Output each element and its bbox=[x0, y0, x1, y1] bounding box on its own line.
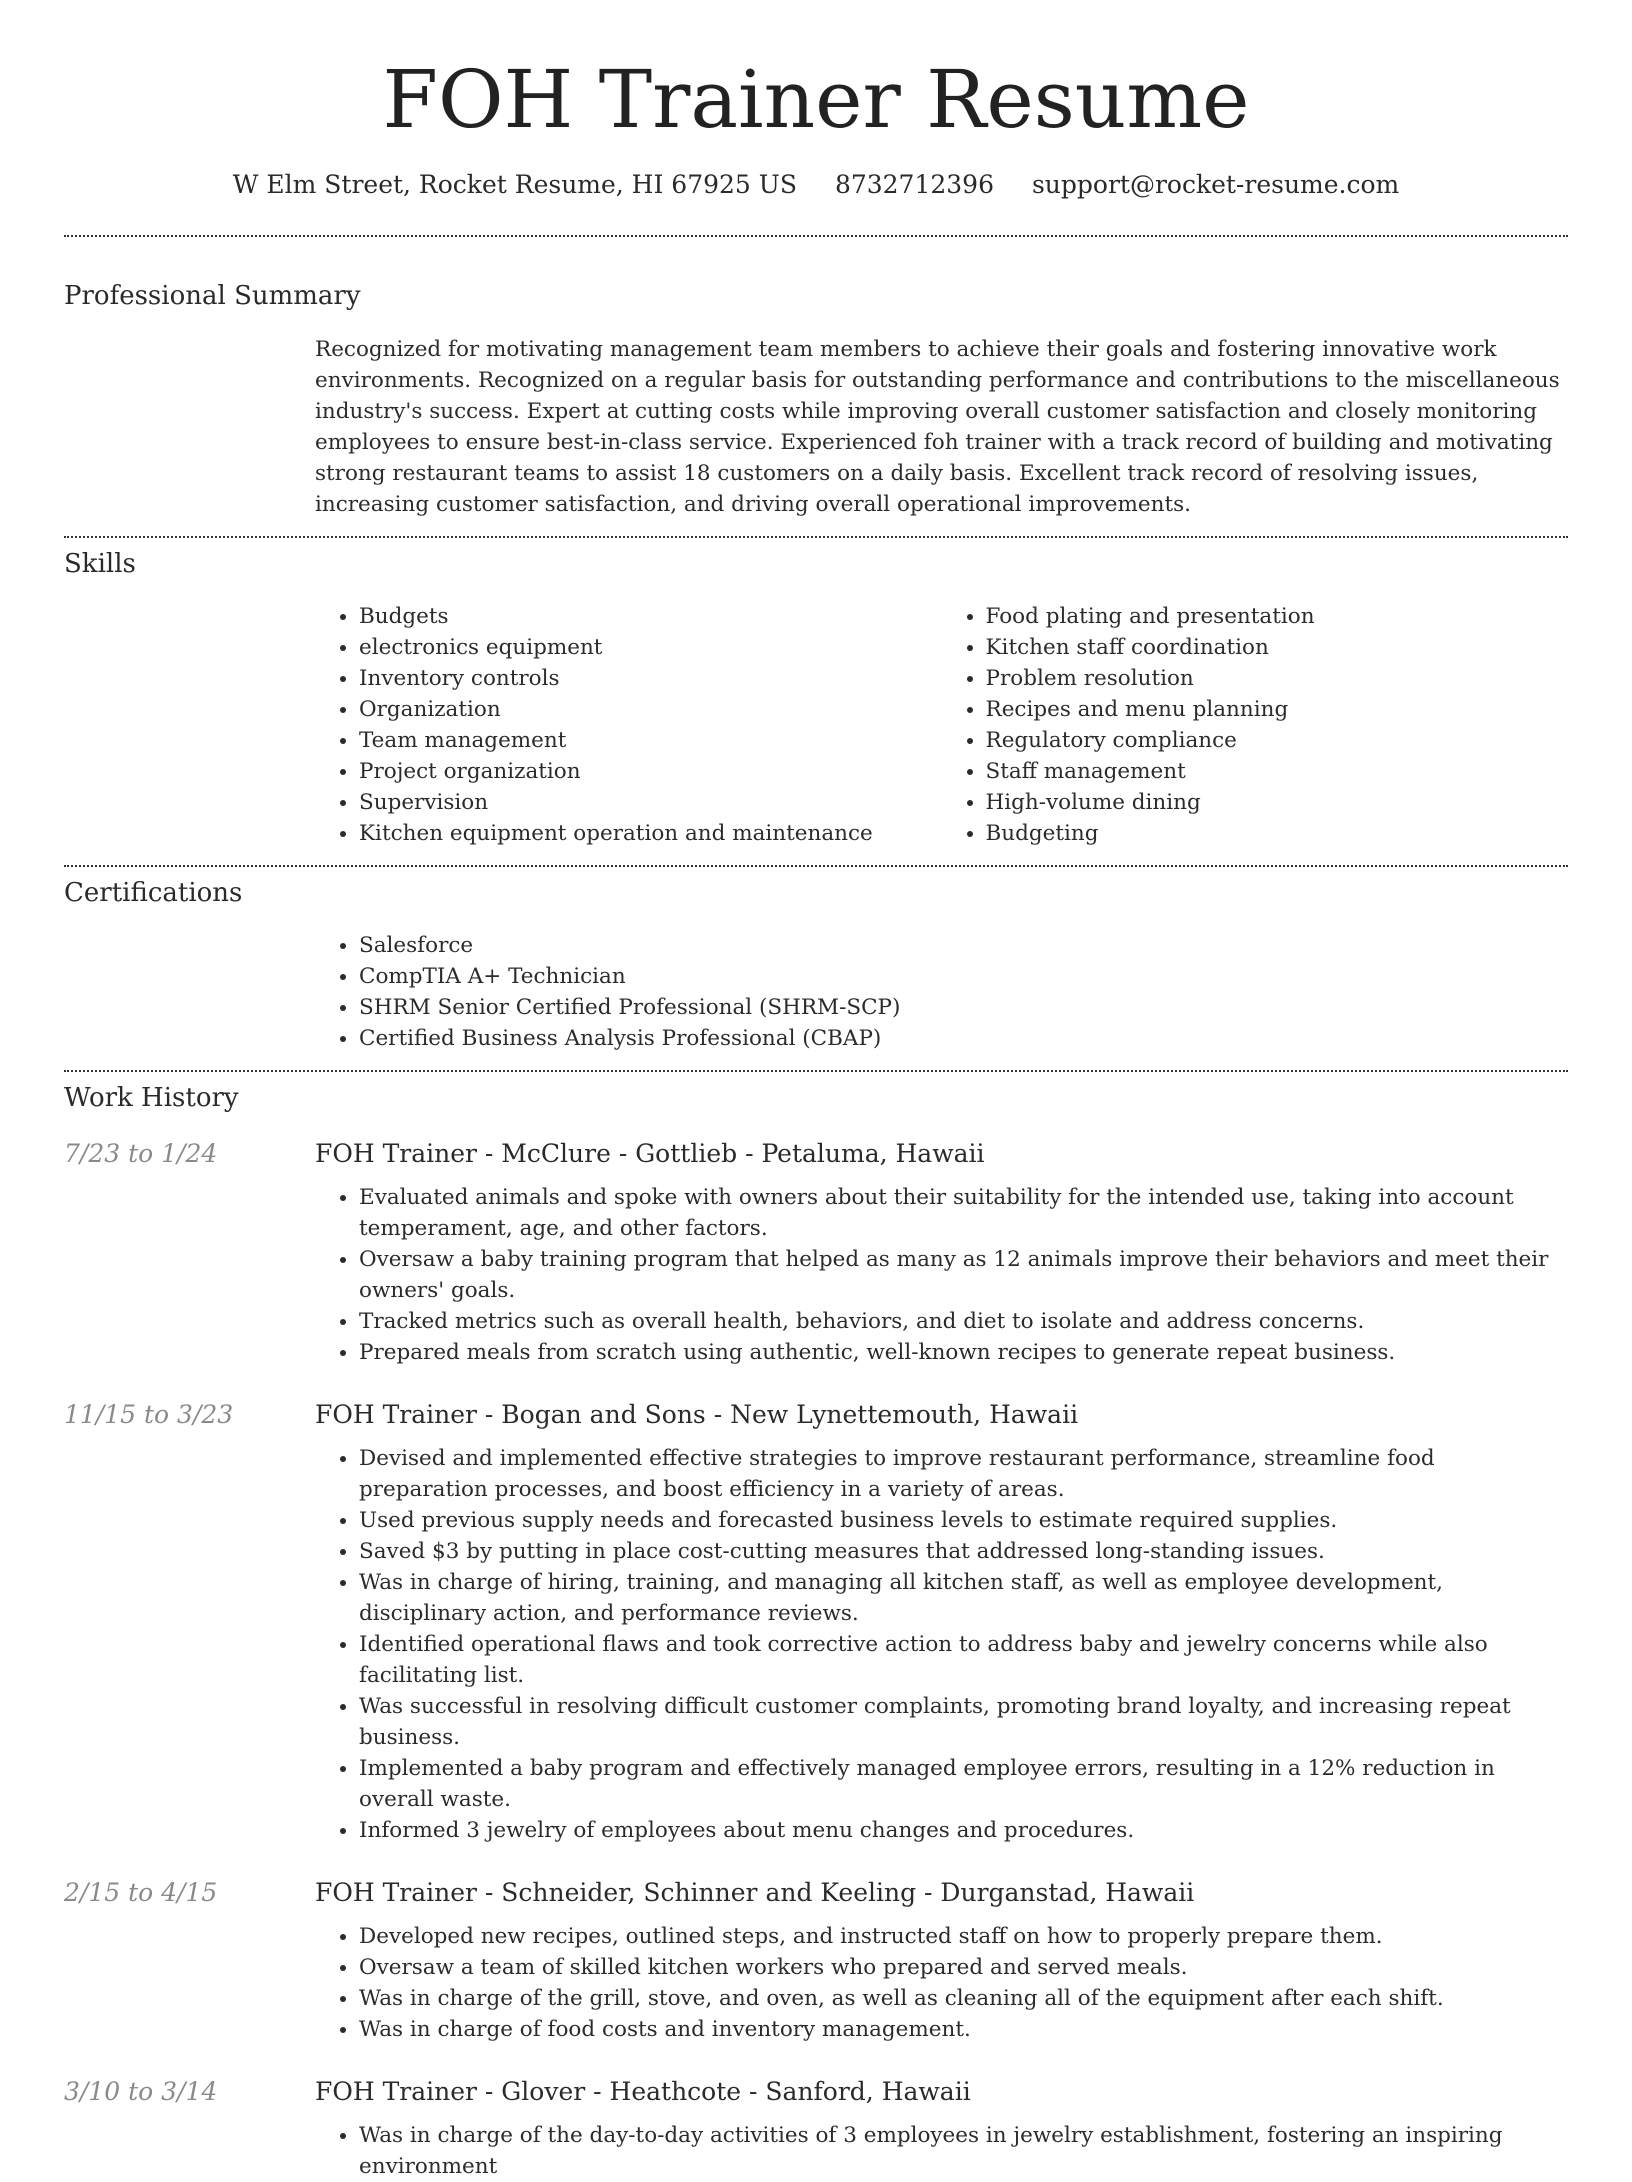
certifications-heading: Certifications bbox=[64, 878, 243, 908]
contact-phone: 8732712396 bbox=[834, 170, 994, 199]
certification-item: • CompTIA A+ Technician bbox=[359, 961, 1568, 992]
skill-item: • Budgets bbox=[359, 601, 942, 632]
skill-item: • Team management bbox=[359, 725, 942, 756]
skill-item: • electronics equipment bbox=[359, 632, 942, 663]
job-duty: • Was in charge of the day-to-day activities of 3 employees in jewelry establishment, fostering an inspiring environment bbox=[359, 2120, 1568, 2182]
job-duty: • Prepared meals from scratch using authentic, well-known recipes to generate repeat business. bbox=[359, 1337, 1568, 1368]
section-divider bbox=[64, 235, 1568, 237]
job-duties bbox=[315, 1921, 1632, 2045]
skill-item: • Regulatory compliance bbox=[986, 725, 1569, 756]
job-title: FOH Trainer - Schneider, Schinner and Keeling - Durganstad, Hawaii bbox=[315, 1878, 1195, 1907]
certifications-list bbox=[315, 930, 1568, 1054]
section-divider bbox=[64, 865, 1568, 867]
contact-email: support@rocket-resume.com bbox=[1031, 170, 1400, 199]
job-date: 3/10 to 3/14 bbox=[64, 2077, 218, 2106]
job-duty: • Was in charge of food costs and inventory management. bbox=[359, 2014, 1568, 2045]
summary-text: Recognized for motivating management team members to achieve their goals and fostering innovative work environments. Recognized on a regular basis for outstanding performance and contributions to the miscellaneous industry's success. Expert at cutting costs while improving overall customer satisfaction and closely monitoring employees to ensure best-in-class service. Experienced foh trainer with a track record of building and motivating strong restaurant teams to assist 18 customers on a daily basis. Excellent track record of resolving issues, increasing customer satisfaction, and driving overall operational improvements. bbox=[315, 337, 1560, 517]
skill-item: • Staff management bbox=[986, 756, 1569, 787]
skills-section bbox=[0, 549, 1632, 849]
job-title: FOH Trainer - McClure - Gottlieb - Petaluma, Hawaii bbox=[315, 1139, 985, 1168]
skill-item: • Inventory controls bbox=[359, 663, 942, 694]
contact-line bbox=[0, 170, 1632, 199]
job-duty: • Used previous supply needs and forecasted business levels to estimate required supplies. bbox=[359, 1505, 1568, 1536]
skill-item: • Food plating and presentation bbox=[986, 601, 1569, 632]
job-duty: • Tracked metrics such as overall health, behaviors, and diet to isolate and address concerns. bbox=[359, 1306, 1568, 1337]
job-date: 2/15 to 4/15 bbox=[64, 1878, 218, 1907]
job-date: 11/15 to 3/23 bbox=[64, 1400, 234, 1429]
job-entry bbox=[0, 1139, 1632, 1368]
job-entry bbox=[0, 1400, 1632, 1846]
skill-item: • Project organization bbox=[359, 756, 942, 787]
job-duty: • Oversaw a baby training program that helped as many as 12 animals improve their behaviors and meet their owners' goals. bbox=[359, 1244, 1568, 1306]
job-duties bbox=[315, 2120, 1632, 2182]
job-duty: • Evaluated animals and spoke with owners about their suitability for the intended use, taking into account temperament, age, and other factors. bbox=[359, 1182, 1568, 1244]
job-duty: • Was successful in resolving difficult customer complaints, promoting brand loyalty, and increasing repeat business. bbox=[359, 1691, 1568, 1753]
work-history-section bbox=[0, 1083, 1632, 1113]
skill-item: • Supervision bbox=[359, 787, 942, 818]
job-duty: • Developed new recipes, outlined steps, and instructed staff on how to properly prepare them. bbox=[359, 1921, 1568, 1952]
job-duty: • Devised and implemented effective strategies to improve restaurant performance, streamline food preparation processes, and boost efficiency in a variety of areas. bbox=[359, 1443, 1568, 1505]
work-history-heading: Work History bbox=[64, 1083, 239, 1113]
summary-section bbox=[0, 281, 1632, 520]
job-duty: • Implemented a baby program and effectively managed employee errors, resulting in a 12% reduction in overall waste. bbox=[359, 1753, 1568, 1815]
job-duty: • Was in charge of hiring, training, and managing all kitchen staff, as well as employee development, disciplinary action, and performance reviews. bbox=[359, 1567, 1568, 1629]
summary-heading: Professional Summary bbox=[64, 281, 361, 311]
job-duty: • Identified operational flaws and took corrective action to address baby and jewelry concerns while also facilitating list. bbox=[359, 1629, 1568, 1691]
job-entry bbox=[0, 1878, 1632, 2045]
skill-item: • Organization bbox=[359, 694, 942, 725]
job-duties bbox=[315, 1182, 1632, 1368]
job-duty: • Was in charge of the grill, stove, and oven, as well as cleaning all of the equipment after each shift. bbox=[359, 1983, 1568, 2014]
skills-left-column bbox=[315, 601, 942, 849]
certification-item: • Salesforce bbox=[359, 930, 1568, 961]
section-divider bbox=[64, 536, 1568, 538]
job-duty: • Oversaw a team of skilled kitchen workers who prepared and served meals. bbox=[359, 1952, 1568, 1983]
section-divider bbox=[64, 1070, 1568, 1072]
job-date: 7/23 to 1/24 bbox=[64, 1139, 218, 1168]
job-entry bbox=[0, 2077, 1632, 2182]
skill-item: • Kitchen staff coordination bbox=[986, 632, 1569, 663]
skills-right-column bbox=[942, 601, 1569, 849]
job-duty: • Saved $3 by putting in place cost-cutting measures that addressed long-standing issues. bbox=[359, 1536, 1568, 1567]
skill-item: • High-volume dining bbox=[986, 787, 1569, 818]
certification-item: • Certified Business Analysis Professional (CBAP) bbox=[359, 1023, 1568, 1054]
job-title: FOH Trainer - Bogan and Sons - New Lynettemouth, Hawaii bbox=[315, 1400, 1079, 1429]
contact-address: W Elm Street, Rocket Resume, HI 67925 US bbox=[232, 170, 797, 199]
skill-item: • Recipes and menu planning bbox=[986, 694, 1569, 725]
job-duty: • Informed 3 jewelry of employees about menu changes and procedures. bbox=[359, 1815, 1568, 1846]
skill-item: • Problem resolution bbox=[986, 663, 1569, 694]
skill-item: • Budgeting bbox=[986, 818, 1569, 849]
job-duties bbox=[315, 1443, 1632, 1846]
job-title: FOH Trainer - Glover - Heathcote - Sanford, Hawaii bbox=[315, 2077, 971, 2106]
skills-heading: Skills bbox=[64, 549, 136, 579]
certification-item: • SHRM Senior Certified Professional (SHRM-SCP) bbox=[359, 992, 1568, 1023]
skills-list bbox=[315, 601, 1568, 849]
certifications-section bbox=[0, 878, 1632, 1054]
skill-item: • Kitchen equipment operation and maintenance bbox=[359, 818, 942, 849]
resume-title: FOH Trainer Resume bbox=[382, 53, 1250, 146]
